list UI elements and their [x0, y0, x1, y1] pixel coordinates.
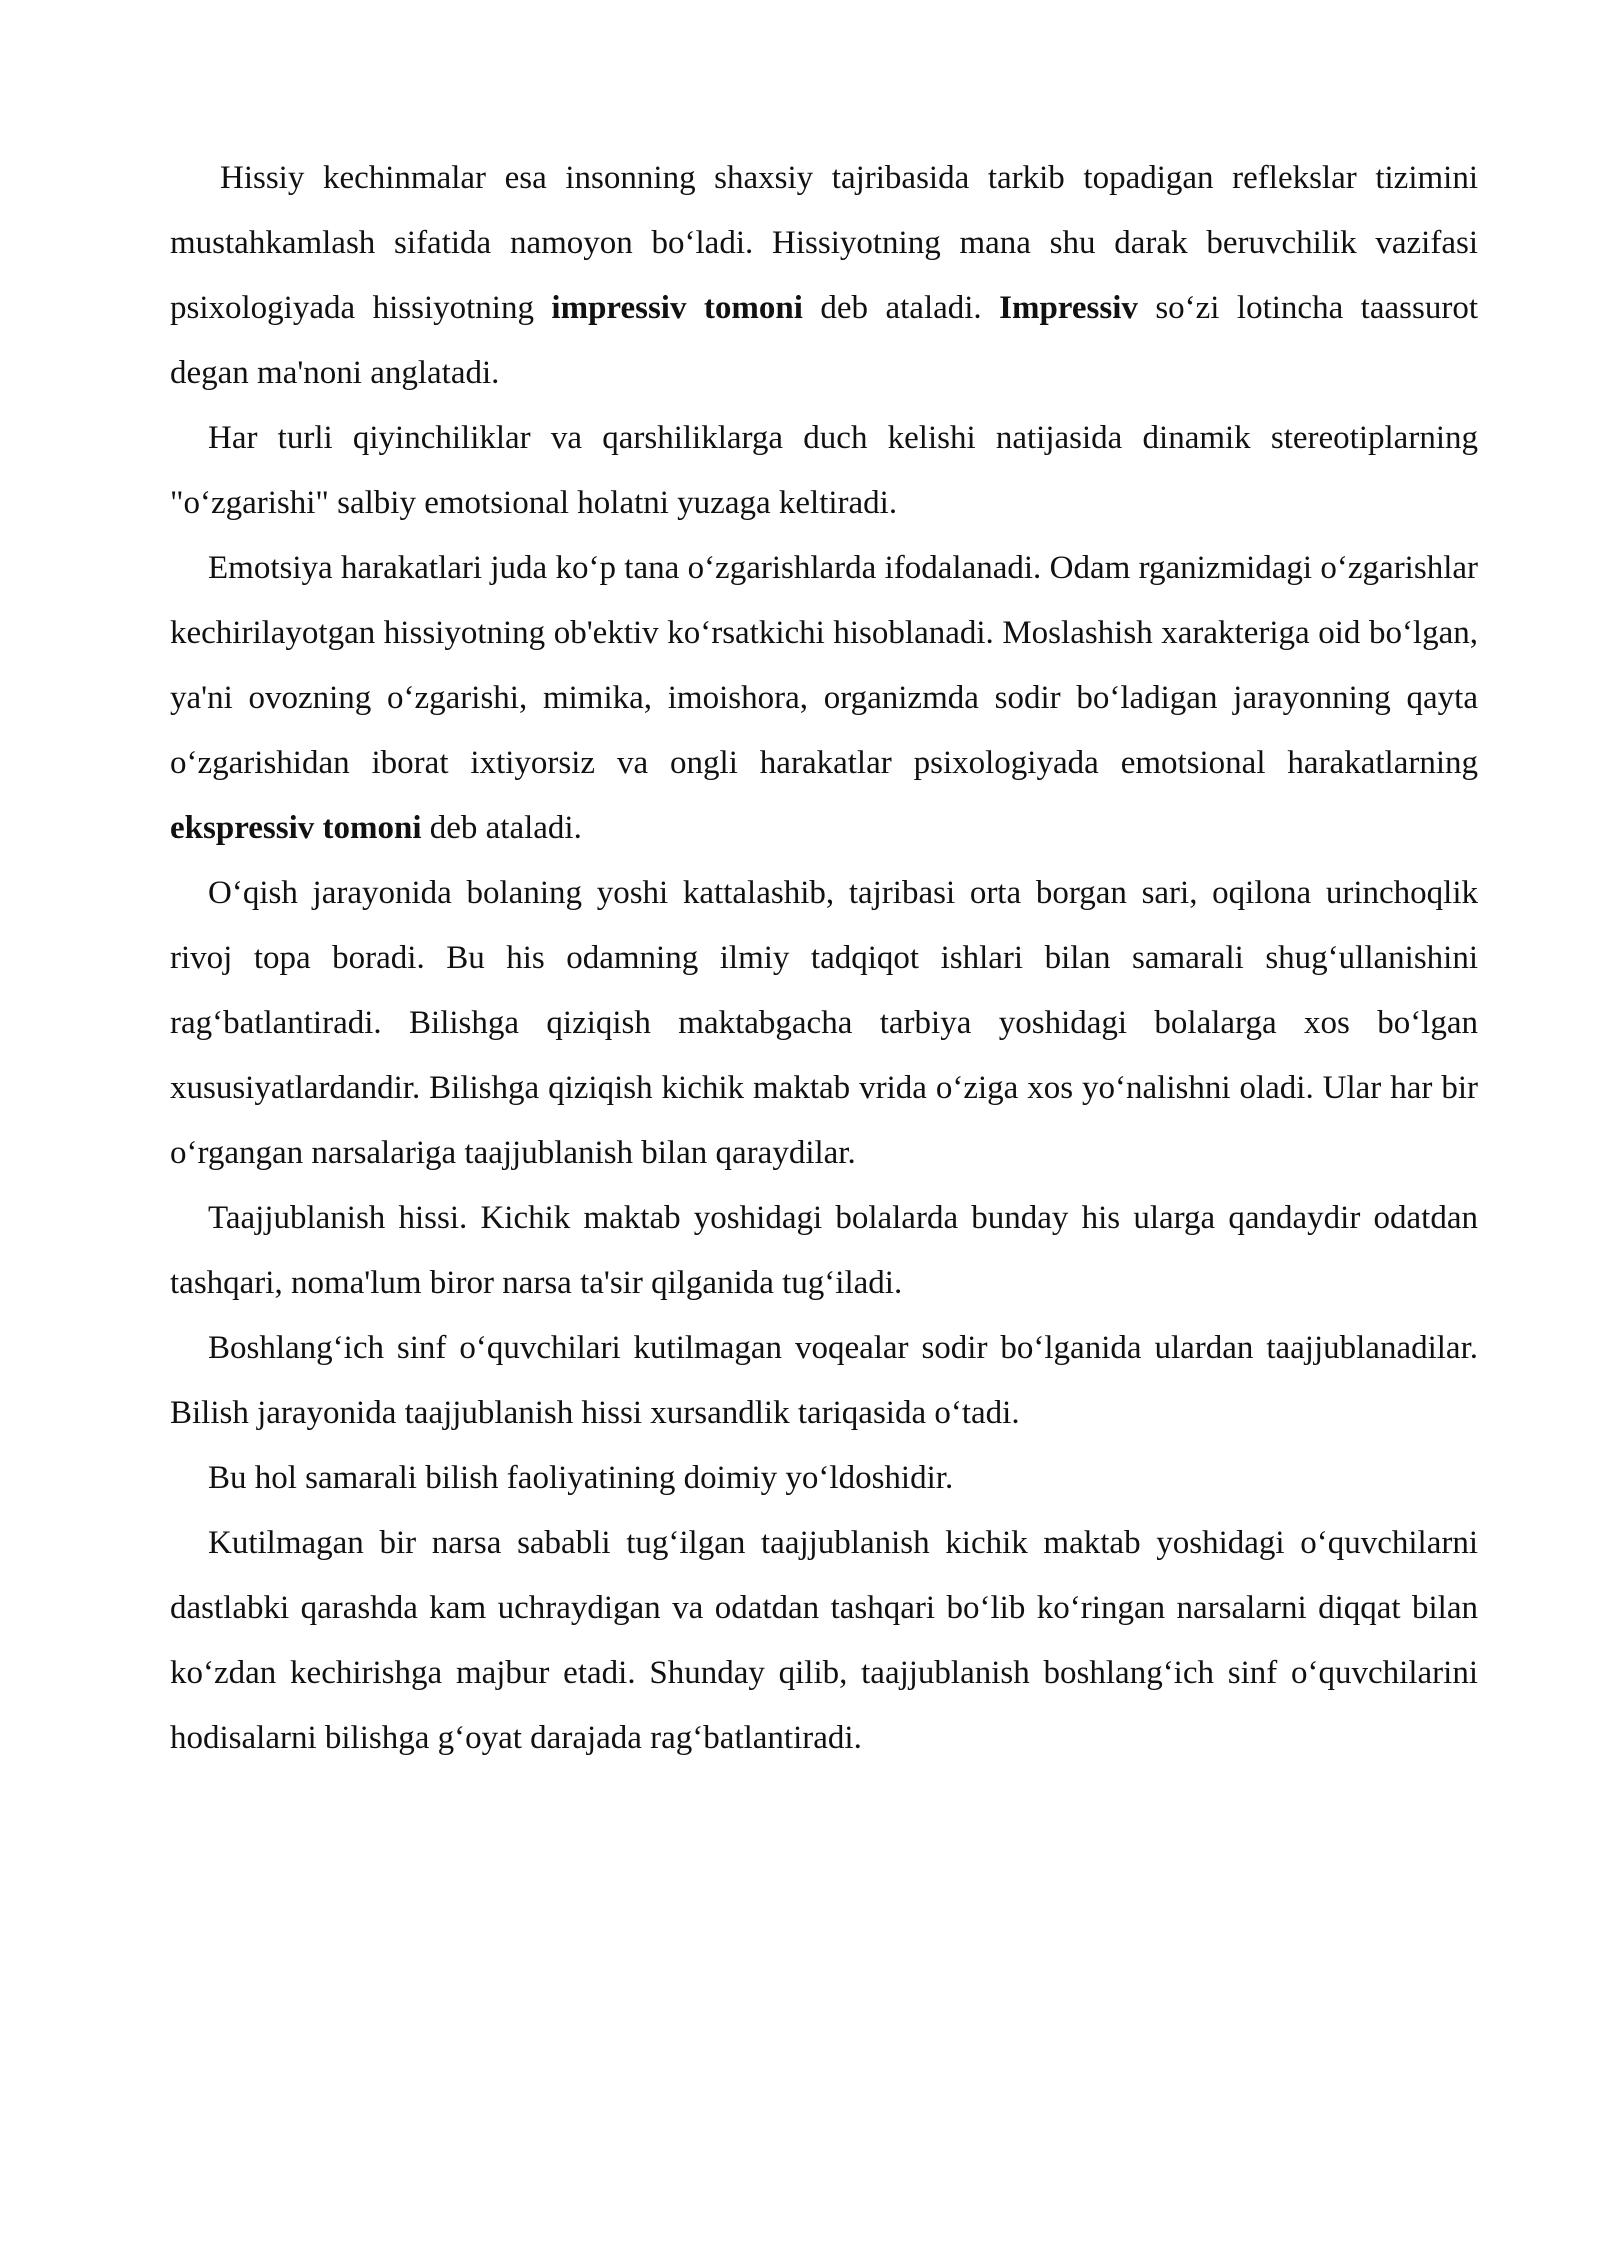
- paragraph-text: O‘qish jarayonida bolaning yoshi kattalashib, tajribasi orta borgan sari, oqilona urinchoqlik rivoj topa boradi. Bu his odamning ilmiy tadqiqot ishlari bilan samarali shug‘ullanishini rag‘batlantiradi. Bilishga qiziqish maktabgacha tarbiya yoshidagi bolalarga xos bo‘lgan xususiyatlardandir. Bilishga qiziqish kichik maktab vrida o‘ziga xos yo‘nalishni oladi. Ular har bir o‘rgangan narsalariga taajjublanish bilan qaraydilar.: [170, 875, 1478, 1171]
- paragraph-boshlangich: [170, 1316, 1478, 1446]
- paragraph-kutilmagan: [170, 1511, 1478, 1771]
- paragraph-emotsiya: [170, 536, 1478, 861]
- paragraph-text: Har turli qiyinchiliklar va qarshiliklarga duch kelishi natijasida dinamik stereotiplarning "o‘zgarishi" salbiy emotsional holatni yuzaga keltiradi.: [170, 420, 1478, 521]
- paragraph-text: Boshlang‘ich sinf o‘quvchilari kutilmagan voqealar sodir bo‘lganida ulardan taajjublanadilar. Bilish jarayonida taajjublanish hissi xursandlik tariqasida o‘tadi.: [170, 1330, 1478, 1431]
- paragraph-impressiv: [170, 146, 1478, 406]
- paragraph-bu-hol: [170, 1446, 1478, 1511]
- bold-term-ekspressiv-tomoni: ekspressiv tomoni: [170, 810, 422, 846]
- paragraph-text: so‘zi lotincha taassurot degan ma'noni anglatadi.: [170, 290, 1478, 391]
- paragraph-text: Hissiy kechinmalar esa insonning shaxsiy tajribasida tarkib topadigan reflekslar tizimini mustahkamlash sifatida namoyon bo‘ladi. Hissiyotning mana shu darak beruvchilik vazifasi psixologiyada hissiyotning: [170, 160, 1478, 326]
- paragraph-text: Bu hol samarali bilish faoliyatining doimiy yo‘ldoshidir.: [208, 1460, 954, 1496]
- document-body: [170, 146, 1478, 1771]
- bold-term-impressiv: Impressiv: [999, 290, 1138, 326]
- paragraph-text: deb ataladi.: [802, 290, 1000, 326]
- paragraph-text: Kutilmagan bir narsa sababli tug‘ilgan taajjublanish kichik maktab yoshidagi o‘quvchilarni dastlabki qarashda kam uchraydigan va odatdan tashqari bo‘lib ko‘ringan narsalarni diqqat bilan ko‘zdan kechirishga majbur etadi. Shunday qilib, taajjublanish boshlang‘ich sinf o‘quvchilarini hodisalarni bilishga g‘oyat darajada rag‘batlantiradi.: [170, 1525, 1478, 1756]
- paragraph-taajjublanish-hissi: [170, 1186, 1478, 1316]
- paragraph-stereotip: [170, 406, 1478, 536]
- paragraph-text: Taajjublanish hissi. Kichik maktab yoshidagi bolalarda bunday his ularga qandaydir odatdan tashqari, noma'lum biror narsa ta'sir qilganida tug‘iladi.: [170, 1200, 1478, 1301]
- paragraph-text: Emotsiya harakatlari juda ko‘p tana o‘zgarishlarda ifodalanadi. Odam rganizmidagi o‘zgarishlar kechirilayotgan hissiyotning ob'ektiv ko‘rsatkichi hisoblanadi. Moslashish xarakteriga oid bo‘lgan, ya'ni ovozning o‘zgarishi, mimika, imoishora, organizmda sodir bo‘ladigan jarayonning qayta o‘zgarishidan iborat ixtiyorsiz va ongli harakatlar psixologiyada emotsional harakatlarning: [170, 550, 1478, 781]
- bold-term-impressiv-tomoni: impressiv tomoni: [551, 290, 803, 326]
- paragraph-oqish: [170, 861, 1478, 1186]
- paragraph-text: deb ataladi.: [421, 810, 582, 846]
